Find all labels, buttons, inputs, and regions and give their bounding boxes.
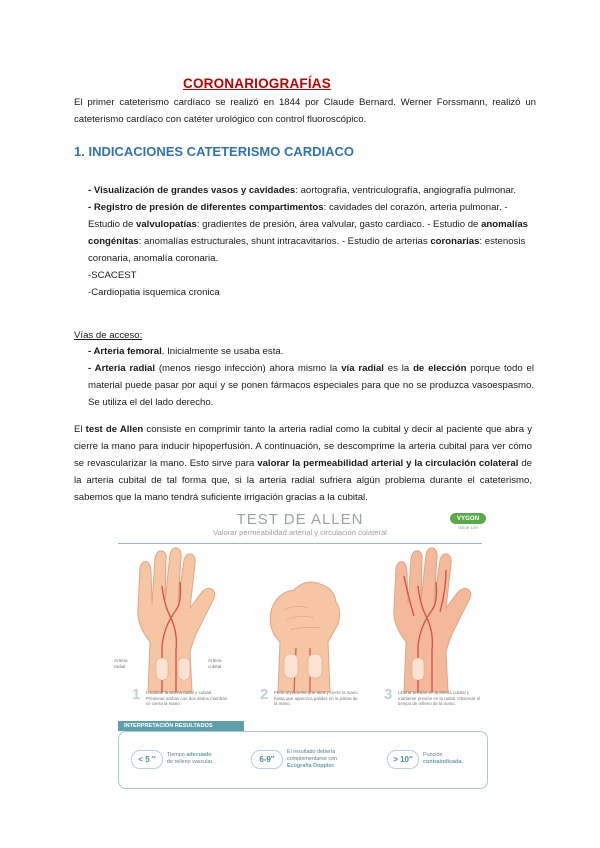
step-text: Liberar presión en la arteria cubital y mantener presión en la radial. Observar el tiempo de relleno de la mano. (398, 690, 481, 706)
step-number: 3 (384, 686, 393, 703)
hand-illustration-open (118, 546, 228, 694)
indicacion-text: : gradientes de presión, área valvular, gasto cardiaco. - Estudio de (196, 219, 482, 230)
intro-paragraph: El primer cateterismo cardíaco se realizó en 1844 por Claude Bernard. Werner Forssmann, realizó un cateterismo cardíaco con catéter urológico con control fluoroscópico. (74, 97, 536, 125)
result-text (167, 752, 233, 766)
label-arteria-radial: Arteria radial (114, 658, 128, 669)
figure-title: TEST DE ALLEN (236, 511, 364, 528)
section-heading-indicaciones: 1. INDICACIONES CATETERISMO CARDIACO (74, 144, 354, 159)
results-box (118, 731, 488, 789)
result-highlight: contraindicada. (423, 759, 463, 765)
indicacion-bold: coronarias (430, 236, 480, 247)
allen-text: consiste en comprimir tanto la arteria radial como la cubital y decir al paciente que abra y cierre la mano para inducir hipoperfusión. A continuación, se descomprime la arteria cubital para ver cómo se revascularizar la mano. Esto sirve para (74, 424, 532, 469)
result-highlight: Ecografía Doppler. (287, 763, 335, 769)
allen-bold: test de Allen (85, 424, 144, 435)
via-bold: - Arteria radial (88, 363, 156, 374)
results-tag: INTERPRETACIÓN RESULTADOS (118, 721, 244, 731)
via-item (88, 343, 534, 360)
via-bold: de elección (413, 363, 467, 374)
vias-heading: Vías de acceso: (74, 330, 143, 341)
allen-paragraph (74, 421, 532, 506)
via-text: (menos riesgo infección) ahora mismo la (155, 363, 342, 374)
step-text: Localizar la arteria radial y cubital. Presionar ambas con dos dedos mientras se cierra la mano. (146, 690, 228, 706)
indicacion-bold: - Visualización de grandes vasos y cavidades (88, 185, 296, 196)
hand-illustration-released (374, 546, 484, 694)
via-text: . Inicialmente se usaba esta. (161, 346, 284, 357)
indicacion-text: : estenosis coronaria, anomalía coronaria. (88, 236, 526, 264)
indicacion-item (88, 199, 538, 267)
hand-illustration-fist (250, 570, 354, 694)
indicacion-bold: anomalías congénitas (88, 219, 528, 247)
allen-text: de la arteria cubital de tal forma que, si la arteria radial sufriera algún problema durante el cateterismo, sabemos que la mano tendrá suficiente irrigación gracias a la cubital. (74, 458, 532, 503)
indicacion-item: -SCACEST (88, 270, 137, 281)
result-highlight: adecuado (186, 752, 212, 758)
via-text: porque todo el material puede pasar por aquí y se ponen fármacos especiales para que no se produzca vasoespasmo. Se utiliza el del lado derecho. (88, 363, 534, 408)
indicaciones-list (88, 182, 538, 301)
result-text-part: Tiempo (167, 752, 187, 758)
result-pill: 6-9'' (251, 750, 283, 769)
indicacion-bold: - Registro de presión de diferentes compartimentos (88, 202, 324, 213)
via-bold: - Arteria femoral (88, 346, 162, 357)
step-number: 2 (260, 686, 269, 703)
result-pill: > 10'' (387, 750, 419, 769)
page-title: CORONARIOGRAFÍAS (183, 76, 331, 91)
result-text-part: Punción (423, 752, 443, 758)
indicacion-item (88, 182, 538, 199)
result-text-part: de relleno vascular. (167, 759, 214, 765)
allen-bold: valorar la permeabilidad arterial y la circulación colateral (257, 458, 519, 469)
indicacion-text: : aortografía, ventriculografía, angiografía pulmonar. (295, 185, 517, 196)
via-bold: vía radial (341, 363, 384, 374)
via-item (88, 360, 534, 411)
indicacion-text: : cavidades del corazón, arteria pulmonar. - Estudio de (88, 202, 508, 230)
indicacion-item: -Cardiopatia isquemica cronica (88, 287, 220, 298)
step-text: Pedir al paciente que abra y cierre la mano hasta que aparezca palidez en la palma de la mano. (274, 690, 358, 706)
allen-text: El (74, 424, 86, 435)
allen-test-figure (104, 508, 496, 840)
result-text (287, 749, 373, 770)
figure-divider (118, 543, 482, 544)
result-pill: < 5 '' (131, 750, 163, 769)
result-text (423, 752, 483, 766)
brand-tagline: Value Life (457, 525, 479, 530)
indicacion-text: : anomalías estructurales, shunt intracavitarios. - Estudio de arterias (138, 236, 431, 247)
indicacion-bold: valvulopatías (136, 219, 197, 230)
brand-logo: VYGON (450, 513, 486, 524)
label-arteria-cubital: Arteria cubital (208, 658, 222, 669)
vias-list (88, 343, 534, 411)
step-number: 1 (132, 686, 141, 703)
result-text-part: El resultado debería complementarse con (287, 749, 338, 762)
figure-subtitle: Valorar permeabilidad arterial y circulación colateral (213, 528, 387, 537)
via-text: es la (383, 363, 414, 374)
